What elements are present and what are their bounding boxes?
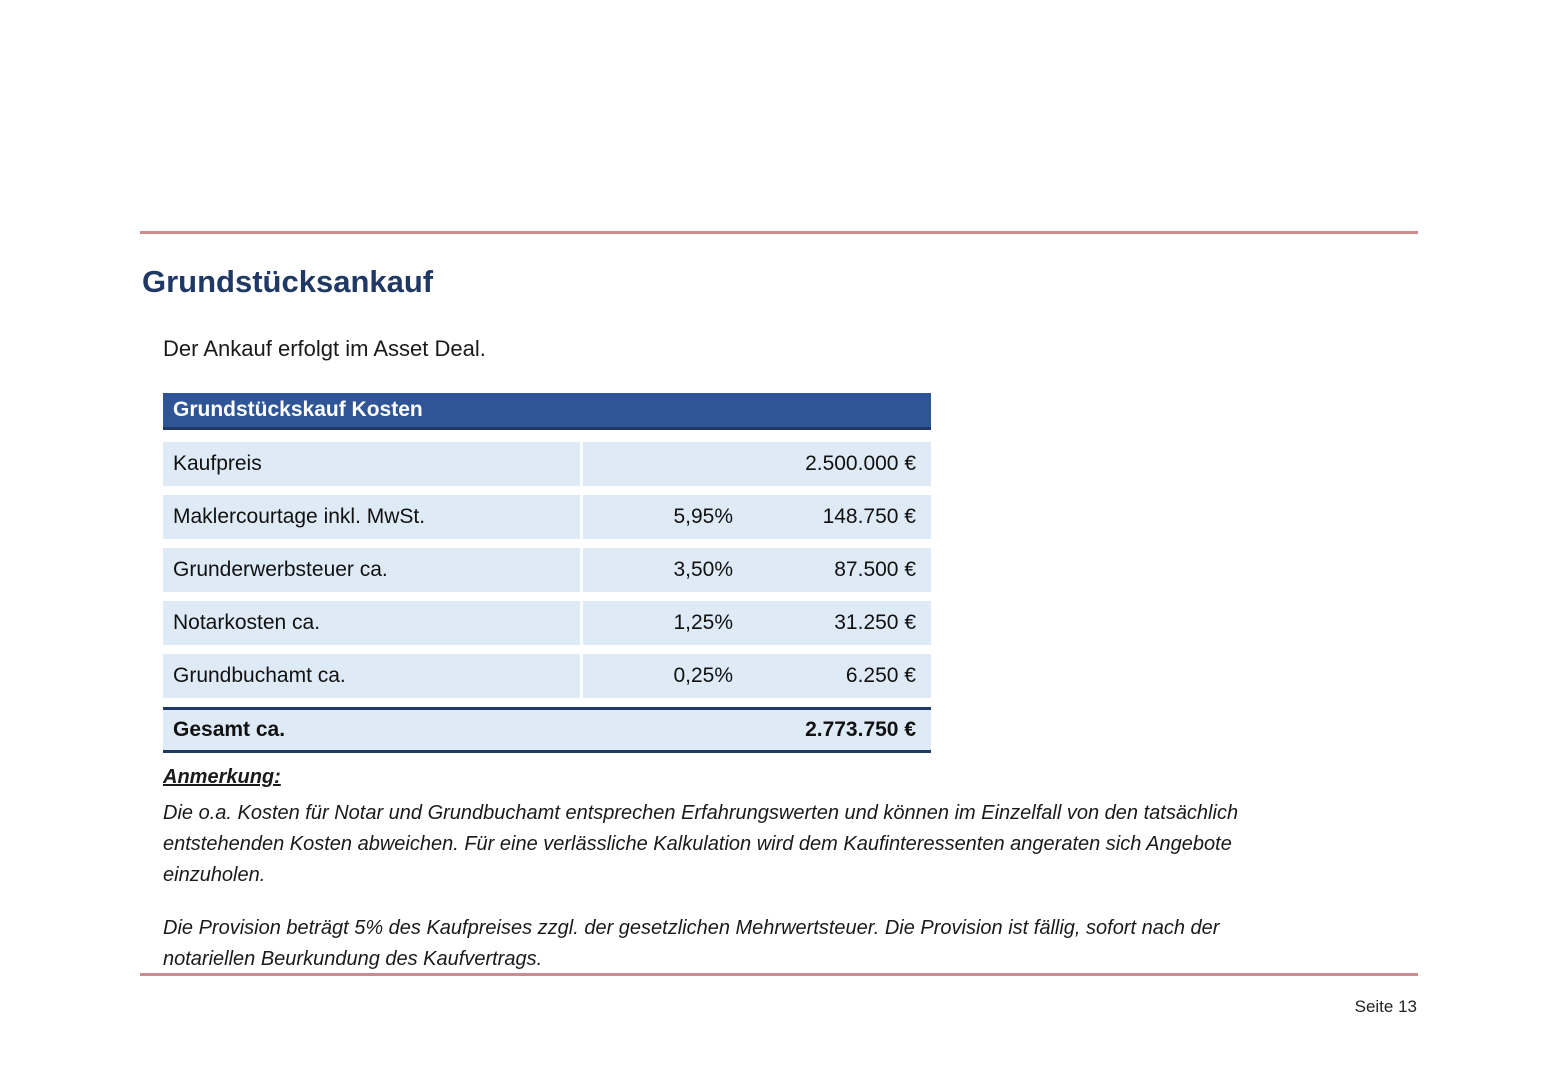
note-paragraph xyxy=(163,913,1363,975)
bottom-divider-line xyxy=(140,973,1418,976)
page-number: Seite 13 xyxy=(1354,997,1417,1016)
row-amount: 6.250 € xyxy=(845,664,916,687)
row-amount: 148.750 € xyxy=(822,505,916,528)
row-label: Grundbuchamt ca. xyxy=(173,664,346,687)
note-line: Die o.a. Kosten für Notar und Grundbuchamt entsprechen Erfahrungswerten und können im Einzelfall von den tatsächlich xyxy=(163,802,1239,824)
intro-text: Der Ankauf erfolgt im Asset Deal. xyxy=(163,336,486,361)
total-label: Gesamt ca. xyxy=(173,718,286,741)
row-amount: 87.500 € xyxy=(834,558,916,581)
table-row xyxy=(163,495,931,539)
note-line: Die Provision beträgt 5% des Kaufpreises zzgl. der gesetzlichen Mehrwertsteuer. Die Provision ist fällig, sofort nach der xyxy=(163,917,1220,939)
note-heading: Anmerkung: xyxy=(163,766,281,788)
cost-table xyxy=(163,393,931,753)
table-row xyxy=(163,654,931,698)
row-label: Grunderwerbsteuer ca. xyxy=(173,558,388,581)
note-line: notariellen Beurkundung des Kaufvertrags. xyxy=(163,948,543,970)
table-row xyxy=(163,548,931,592)
row-label: Kaufpreis xyxy=(173,452,262,475)
row-percent: 1,25% xyxy=(580,601,745,645)
page-title: Grundstücksankauf xyxy=(142,264,434,299)
note-line: entstehenden Kosten abweichen. Für eine verlässliche Kalkulation wird dem Kaufinteressenten angeraten sich Angebote xyxy=(163,833,1232,855)
row-label: Maklercourtage inkl. MwSt. xyxy=(173,505,426,528)
row-label: Notarkosten ca. xyxy=(173,611,321,634)
note-block xyxy=(163,764,1363,975)
table-row xyxy=(163,601,931,645)
row-amount: 2.500.000 € xyxy=(805,452,916,475)
row-percent: 0,25% xyxy=(580,654,745,698)
row-percent: 5,95% xyxy=(580,495,745,539)
table-row xyxy=(163,442,931,486)
row-percent: 3,50% xyxy=(580,548,745,592)
table-total-row xyxy=(163,707,931,753)
cost-table-header: Grundstückskauf Kosten xyxy=(163,393,931,430)
note-line: einzuholen. xyxy=(163,864,266,886)
top-divider-line xyxy=(140,231,1418,234)
note-paragraph xyxy=(163,798,1363,891)
row-amount: 31.250 € xyxy=(834,611,916,634)
total-amount: 2.773.750 € xyxy=(805,718,916,741)
row-percent xyxy=(580,442,745,486)
